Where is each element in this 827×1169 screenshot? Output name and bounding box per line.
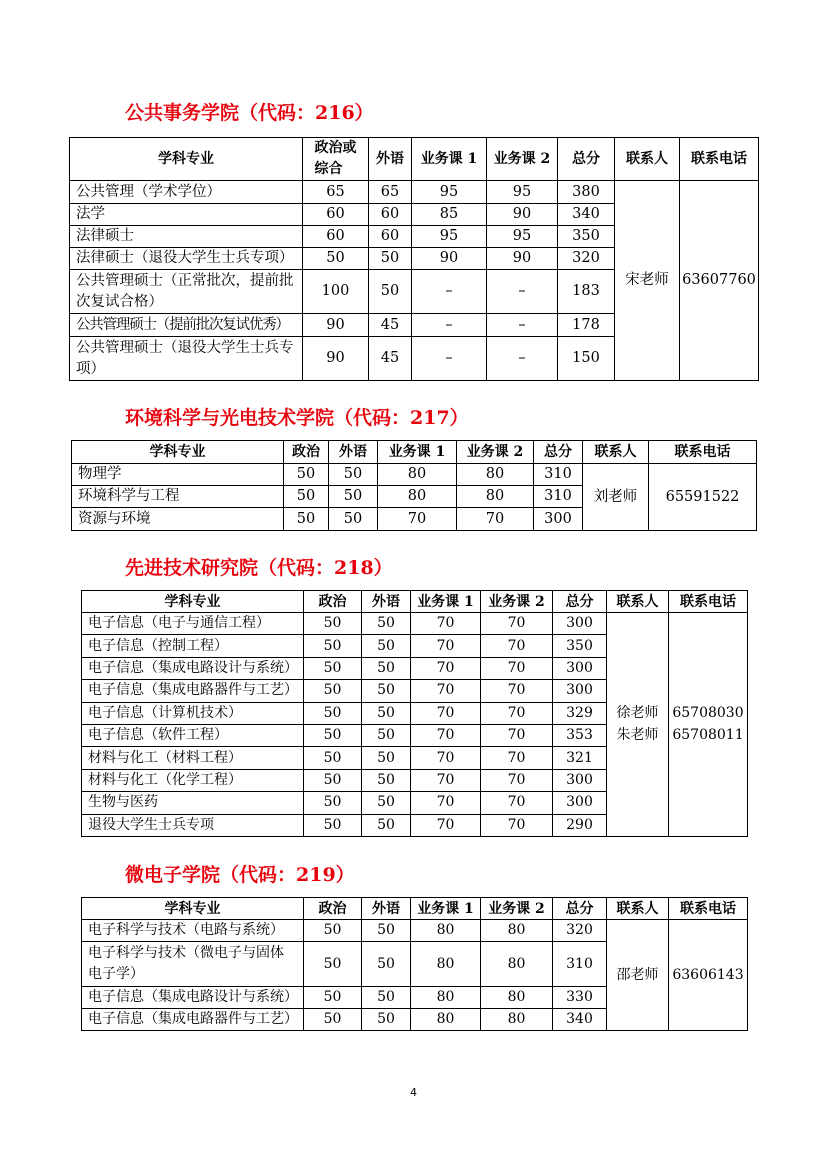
header-subject1: 业务课 1 <box>412 138 487 181</box>
subject2-score-cell: 80 <box>481 942 553 987</box>
foreign-language-score-cell: 50 <box>362 724 411 746</box>
subject2-score-cell: – <box>487 337 558 381</box>
admission-table-216 <box>69 137 759 381</box>
subject2-score-cell: 95 <box>487 226 558 248</box>
major-cell: 环境科学与工程 <box>72 486 284 508</box>
subject1-score-cell: 70 <box>411 613 481 635</box>
contact-phone-cell <box>680 181 759 381</box>
total-score-cell: 340 <box>553 1009 607 1031</box>
subject2-score-cell: 70 <box>481 680 553 702</box>
total-score-cell: 320 <box>558 248 615 270</box>
politics-score-cell: 50 <box>304 942 362 987</box>
foreign-language-score-cell: 50 <box>329 486 378 508</box>
contact-name: 徐老师 <box>616 705 659 722</box>
major-cell: 电子信息（软件工程） <box>82 724 304 746</box>
major-cell: 电子科学与技术（微电子与固体电子学） <box>82 942 304 987</box>
header-contact: 联系人 <box>607 591 669 613</box>
header-total: 总分 <box>553 898 607 920</box>
foreign-language-score-cell: 50 <box>362 657 411 679</box>
total-score-cell: 321 <box>553 747 607 769</box>
foreign-language-score-cell: 50 <box>329 464 378 486</box>
page-number: 4 <box>410 1086 417 1099</box>
contact-name: 邵老师 <box>616 966 659 983</box>
total-score-cell: 300 <box>553 680 607 702</box>
header-contact: 联系人 <box>615 138 680 181</box>
major-cell: 法学 <box>70 204 303 226</box>
header-foreign-language: 外语 <box>362 898 411 920</box>
header-total: 总分 <box>558 138 615 181</box>
table-row <box>82 920 748 942</box>
header-politics: 政治 <box>284 441 329 464</box>
subject2-score-cell: 95 <box>487 181 558 204</box>
header-major: 学科专业 <box>70 138 303 181</box>
foreign-language-score-cell: 65 <box>369 181 412 204</box>
major-cell: 电子信息（集成电路设计与系统） <box>82 657 304 679</box>
politics-score-cell: 50 <box>304 814 362 836</box>
major-cell: 公共管理硕士（正常批次，提前批次复试合格） <box>70 270 303 314</box>
subject2-score-cell: 70 <box>481 657 553 679</box>
contact-name: 朱老师 <box>616 727 659 744</box>
total-score-cell: 350 <box>553 635 607 657</box>
subject1-score-cell: 80 <box>411 987 481 1009</box>
total-score-cell: 353 <box>553 724 607 746</box>
subject1-score-cell: 80 <box>378 486 457 508</box>
header-row <box>70 138 759 181</box>
total-score-cell: 340 <box>558 204 615 226</box>
subject1-score-cell: 80 <box>411 942 481 987</box>
major-cell: 电子信息（集成电路设计与系统） <box>82 987 304 1009</box>
header-subject2: 业务课 2 <box>457 441 534 464</box>
politics-score-cell: 50 <box>284 464 329 486</box>
header-foreign-language: 外语 <box>329 441 378 464</box>
major-cell: 物理学 <box>72 464 284 486</box>
subject1-score-cell: 80 <box>411 920 481 942</box>
major-cell: 电子信息（电子与通信工程） <box>82 613 304 635</box>
subject2-score-cell: 80 <box>481 1009 553 1031</box>
foreign-language-score-cell: 50 <box>362 635 411 657</box>
subject2-score-cell: 80 <box>481 987 553 1009</box>
total-score-cell: 350 <box>558 226 615 248</box>
header-phone: 联系电话 <box>649 441 757 464</box>
subject1-score-cell: 95 <box>412 181 487 204</box>
subject1-score-cell: – <box>412 270 487 314</box>
header-foreign-language: 外语 <box>369 138 412 181</box>
subject2-score-cell: 70 <box>457 508 534 531</box>
major-cell: 材料与化工（材料工程） <box>82 747 304 769</box>
subject2-score-cell: 70 <box>481 747 553 769</box>
foreign-language-score-cell: 60 <box>369 226 412 248</box>
subject1-score-cell: 80 <box>378 464 457 486</box>
major-cell: 电子信息（集成电路器件与工艺） <box>82 680 304 702</box>
subject2-score-cell: 70 <box>481 613 553 635</box>
subject2-score-cell: 70 <box>481 769 553 791</box>
politics-score-cell: 50 <box>304 724 362 746</box>
total-score-cell: 329 <box>553 702 607 724</box>
major-cell: 电子科学与技术（电路与系统） <box>82 920 304 942</box>
foreign-language-score-cell: 50 <box>362 613 411 635</box>
table-row <box>82 613 748 635</box>
header-phone: 联系电话 <box>680 138 759 181</box>
subject1-score-cell: – <box>412 314 487 337</box>
header-row <box>72 441 757 464</box>
subject2-score-cell: 70 <box>481 724 553 746</box>
contact-name: 宋老师 <box>625 272 669 288</box>
contact-name-cell <box>607 920 669 1031</box>
subject1-score-cell: 70 <box>411 635 481 657</box>
header-contact: 联系人 <box>583 441 649 464</box>
subject1-score-cell: 70 <box>378 508 457 531</box>
subject1-score-cell: 70 <box>411 702 481 724</box>
subject2-score-cell: 90 <box>487 204 558 226</box>
subject2-score-cell: – <box>487 314 558 337</box>
foreign-language-score-cell: 45 <box>369 314 412 337</box>
subject1-score-cell: 95 <box>412 226 487 248</box>
subject1-score-cell: 70 <box>411 814 481 836</box>
contact-phone: 63607760 <box>682 272 756 288</box>
politics-score-cell: 90 <box>303 314 369 337</box>
subject2-score-cell: 70 <box>481 814 553 836</box>
politics-score-cell: 60 <box>303 226 369 248</box>
admission-table-219 <box>81 897 748 1031</box>
major-cell: 公共管理硕士（退役大学生士兵专项） <box>70 337 303 381</box>
total-score-cell: 320 <box>553 920 607 942</box>
header-subject2: 业务课 2 <box>481 591 553 613</box>
subject2-score-cell: 70 <box>481 635 553 657</box>
politics-score-cell: 50 <box>303 248 369 270</box>
subject2-score-cell: – <box>487 270 558 314</box>
header-contact: 联系人 <box>607 898 669 920</box>
foreign-language-score-cell: 50 <box>362 942 411 987</box>
major-cell: 退役大学生士兵专项 <box>82 814 304 836</box>
foreign-language-score-cell: 50 <box>362 987 411 1009</box>
major-cell: 公共管理（学术学位） <box>70 181 303 204</box>
header-total: 总分 <box>534 441 583 464</box>
subject1-score-cell: 85 <box>412 204 487 226</box>
header-subject1: 业务课 1 <box>411 898 481 920</box>
total-score-cell: 183 <box>558 270 615 314</box>
header-subject1: 业务课 1 <box>411 591 481 613</box>
politics-score-cell: 50 <box>304 987 362 1009</box>
foreign-language-score-cell: 50 <box>362 702 411 724</box>
subject1-score-cell: 80 <box>411 1009 481 1031</box>
contact-name-cell <box>615 181 680 381</box>
subject1-score-cell: 70 <box>411 657 481 679</box>
total-score-cell: 310 <box>534 486 583 508</box>
contact-phone: 63606143 <box>672 966 744 983</box>
foreign-language-score-cell: 45 <box>369 337 412 381</box>
section-title-218: 先进技术研究院（代码：218） <box>125 557 393 579</box>
major-cell: 电子信息（计算机技术） <box>82 702 304 724</box>
major-cell: 法律硕士 <box>70 226 303 248</box>
major-cell: 电子信息（集成电路器件与工艺） <box>82 1009 304 1031</box>
total-score-cell: 300 <box>553 792 607 814</box>
politics-score-cell: 50 <box>304 702 362 724</box>
total-score-cell: 150 <box>558 337 615 381</box>
subject1-score-cell: 70 <box>411 769 481 791</box>
subject1-score-cell: 70 <box>411 747 481 769</box>
subject2-score-cell: 70 <box>481 702 553 724</box>
header-politics-label: 政治或综合 <box>314 140 357 177</box>
subject1-score-cell: – <box>412 337 487 381</box>
subject1-score-cell: 90 <box>412 248 487 270</box>
contact-phone: 65708030 <box>672 705 744 722</box>
politics-score-cell: 50 <box>304 1009 362 1031</box>
header-major: 学科专业 <box>82 898 304 920</box>
header-total: 总分 <box>553 591 607 613</box>
contact-phone-cell <box>649 464 757 531</box>
foreign-language-score-cell: 50 <box>369 248 412 270</box>
foreign-language-score-cell: 50 <box>369 270 412 314</box>
subject2-score-cell: 70 <box>481 792 553 814</box>
foreign-language-score-cell: 60 <box>369 204 412 226</box>
header-row <box>82 591 748 613</box>
header-row <box>82 898 748 920</box>
politics-score-cell: 50 <box>304 792 362 814</box>
major-cell: 生物与医药 <box>82 792 304 814</box>
total-score-cell: 300 <box>553 769 607 791</box>
subject2-score-cell: 80 <box>457 464 534 486</box>
total-score-cell: 310 <box>553 942 607 987</box>
header-subject1: 业务课 1 <box>378 441 457 464</box>
section-title-219: 微电子学院（代码：219） <box>125 864 355 886</box>
major-cell: 法律硕士（退役大学生士兵专项） <box>70 248 303 270</box>
contact-phone: 65708011 <box>672 727 744 744</box>
contact-name: 刘老师 <box>593 488 638 505</box>
foreign-language-score-cell: 50 <box>362 920 411 942</box>
major-cell: 材料与化工（化学工程） <box>82 769 304 791</box>
politics-score-cell: 50 <box>284 508 329 531</box>
foreign-language-score-cell: 50 <box>362 680 411 702</box>
subject1-score-cell: 70 <box>411 792 481 814</box>
politics-score-cell: 50 <box>304 680 362 702</box>
contact-phone-cell <box>669 920 748 1031</box>
major-cell: 资源与环境 <box>72 508 284 531</box>
contact-phone-cell <box>669 613 748 837</box>
header-phone: 联系电话 <box>669 591 748 613</box>
major-cell: 电子信息（控制工程） <box>82 635 304 657</box>
politics-score-cell: 60 <box>303 204 369 226</box>
politics-score-cell: 50 <box>304 747 362 769</box>
admission-table-218 <box>81 590 748 837</box>
politics-score-cell: 65 <box>303 181 369 204</box>
subject2-score-cell: 80 <box>457 486 534 508</box>
foreign-language-score-cell: 50 <box>362 769 411 791</box>
header-politics <box>303 138 369 181</box>
foreign-language-score-cell: 50 <box>362 747 411 769</box>
total-score-cell: 300 <box>553 613 607 635</box>
politics-score-cell: 90 <box>303 337 369 381</box>
header-subject2: 业务课 2 <box>481 898 553 920</box>
header-politics: 政治 <box>304 898 362 920</box>
header-major: 学科专业 <box>72 441 284 464</box>
total-score-cell: 300 <box>553 657 607 679</box>
contact-name-cell <box>607 613 669 837</box>
subject1-score-cell: 70 <box>411 680 481 702</box>
foreign-language-score-cell: 50 <box>362 1009 411 1031</box>
header-subject2: 业务课 2 <box>487 138 558 181</box>
table-row <box>72 464 757 486</box>
politics-score-cell: 50 <box>304 613 362 635</box>
total-score-cell: 178 <box>558 314 615 337</box>
total-score-cell: 310 <box>534 464 583 486</box>
total-score-cell: 330 <box>553 987 607 1009</box>
major-cell: 公共管理硕士（提前批次复试优秀） <box>70 314 303 337</box>
header-foreign-language: 外语 <box>362 591 411 613</box>
header-major: 学科专业 <box>82 591 304 613</box>
politics-score-cell: 50 <box>304 635 362 657</box>
foreign-language-score-cell: 50 <box>329 508 378 531</box>
section-title-217: 环境科学与光电技术学院（代码：217） <box>125 407 469 429</box>
subject2-score-cell: 80 <box>481 920 553 942</box>
politics-score-cell: 50 <box>304 657 362 679</box>
contact-name-cell <box>583 464 649 531</box>
total-score-cell: 290 <box>553 814 607 836</box>
table-row <box>70 181 759 204</box>
contact-phone: 65591522 <box>665 488 740 505</box>
header-politics: 政治 <box>304 591 362 613</box>
politics-score-cell: 50 <box>304 920 362 942</box>
foreign-language-score-cell: 50 <box>362 814 411 836</box>
admission-table-217 <box>71 440 757 531</box>
total-score-cell: 300 <box>534 508 583 531</box>
header-phone: 联系电话 <box>669 898 748 920</box>
subject2-score-cell: 90 <box>487 248 558 270</box>
subject1-score-cell: 70 <box>411 724 481 746</box>
politics-score-cell: 50 <box>284 486 329 508</box>
section-title-216: 公共事务学院（代码：216） <box>125 102 374 124</box>
total-score-cell: 380 <box>558 181 615 204</box>
politics-score-cell: 100 <box>303 270 369 314</box>
politics-score-cell: 50 <box>304 769 362 791</box>
foreign-language-score-cell: 50 <box>362 792 411 814</box>
